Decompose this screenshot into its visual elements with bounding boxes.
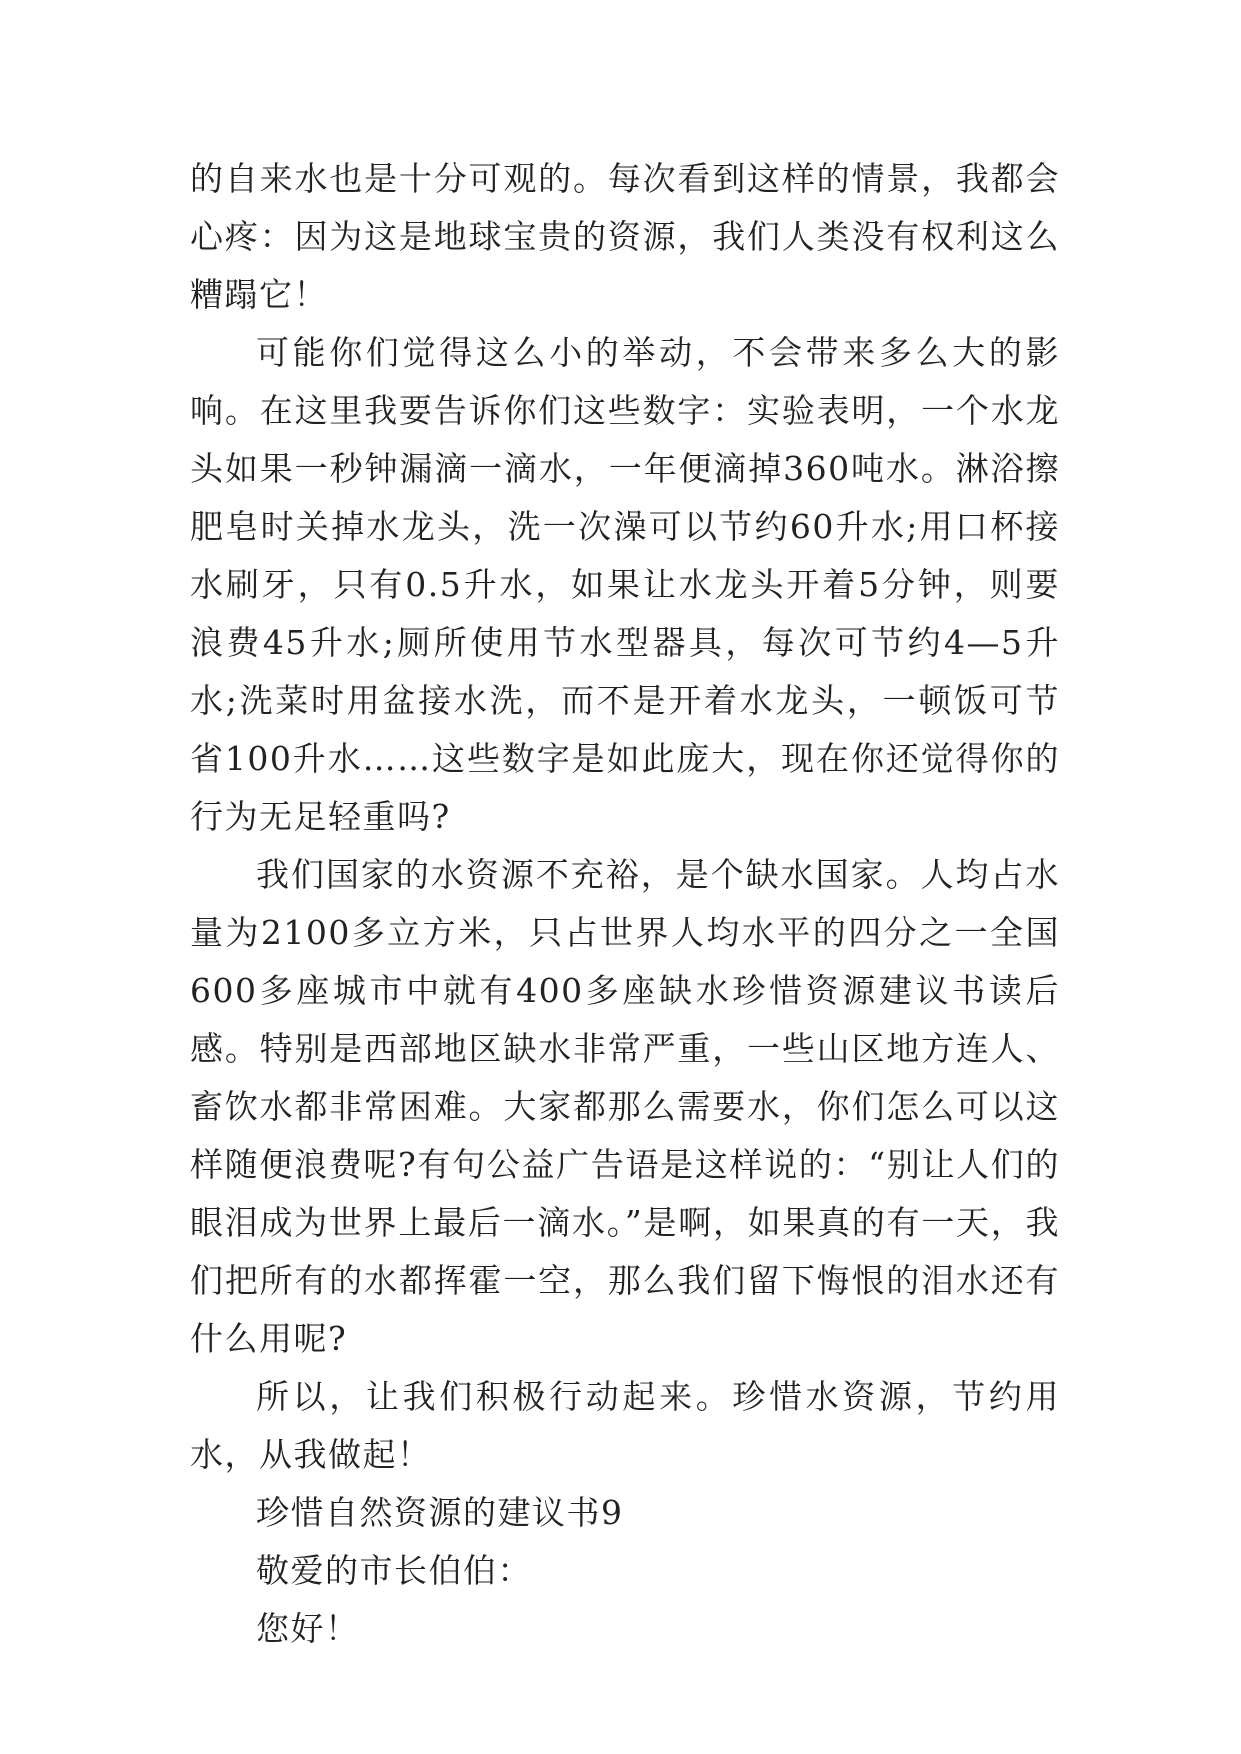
paragraph-continuation: 的自来水也是十分可观的。每次看到这样的情景，我都会心疼：因为这是地球宝贵的资源，我们人类没有权利这么糟蹋它！ bbox=[190, 159, 1060, 314]
paragraph-national-water-shortage: 我们国家的水资源不充裕，是个缺水国家。人均占水量为2100多立方米，只占世界人均水平的四分之一全国600多座城市中就有400多座缺水珍惜资源建议书读后感。特别是西部地区缺水非常严重，一些山区地方连人、畜饮水都非常困难。大家都那么需要水，你们怎么可以这样随便浪费呢?有句公益广告语是这样说的：“别让人们的眼泪成为世界上最后一滴水。”是啊，如果真的有一天，我们把所有的水都挥霍一空，那么我们留下悔恨的泪水还有什么用呢? bbox=[190, 855, 1060, 1358]
section-title: 珍惜自然资源的建议书9 bbox=[256, 1493, 624, 1532]
paragraph-call-to-action: 所以，让我们积极行动起来。珍惜水资源，节约用水，从我做起！ bbox=[190, 1377, 1060, 1474]
letter-salutation: 敬爱的市长伯伯： bbox=[256, 1551, 532, 1590]
paragraph-water-numbers: 可能你们觉得这么小的举动，不会带来多么大的影响。在这里我要告诉你们这些数字：实验表明，一个水龙头如果一秒钟漏滴一滴水，一年便滴掉360吨水。淋浴擦肥皂时关掉水龙头，洗一次澡可以节约60升水;用口杯接水刷牙，只有0.5升水，如果让水龙头开着5分钟，则要浪费45升水;厕所使用节水型器具，每次可节约4—5升水;洗菜时用盆接水洗，而不是开着水龙头，一顿饭可节省100升水……这些数字是如此庞大，现在你还觉得你的行为无足轻重吗? bbox=[190, 333, 1060, 836]
document-body bbox=[190, 150, 1060, 1658]
letter-greeting: 您好！ bbox=[256, 1609, 360, 1648]
